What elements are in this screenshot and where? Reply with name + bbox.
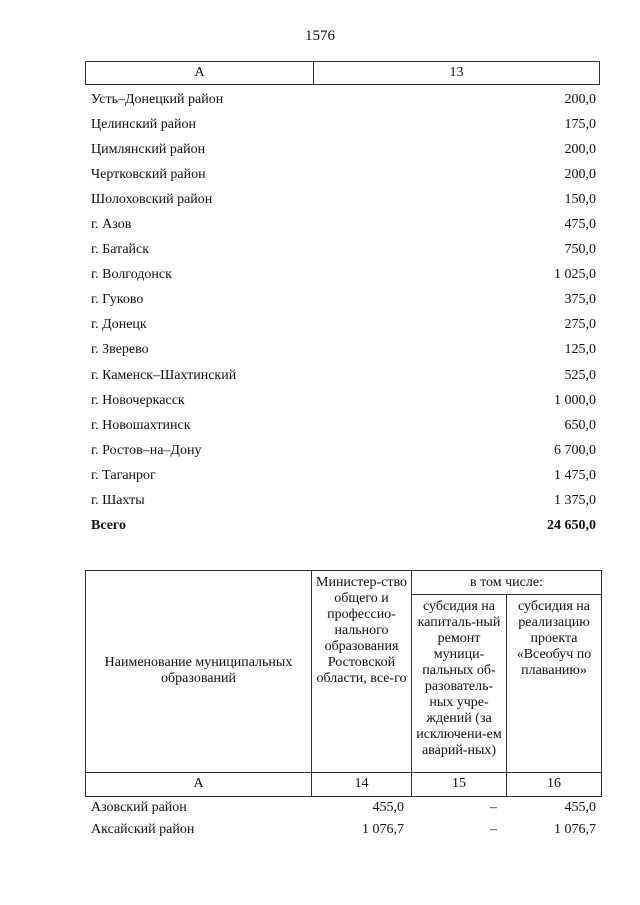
table-row [91,263,596,288]
table-row [91,338,596,363]
table1-body [91,87,596,539]
row-name: г. Батайск [91,242,150,258]
row-value-15: – [490,800,497,815]
row-name: г. Таганрог [91,467,156,483]
row-value-14: 1 076,7 [362,822,404,837]
header-num-14: 14 [354,776,369,791]
row-value: 525,0 [564,367,596,383]
row-value: 650,0 [564,417,596,433]
row-value: 125,0 [564,342,596,358]
table-row [85,797,602,819]
row-name: г. Азов [91,217,132,233]
total-row [91,514,596,539]
table2 [85,570,602,841]
table2-body [85,797,602,841]
row-name: Цимлянский район [91,141,206,157]
table-row [91,212,596,237]
row-value-15: – [490,822,497,837]
row-name: г. Каменск–Шахтинский [91,367,237,383]
row-name: Усть–Донецкий район [91,91,224,107]
row-value: 1 025,0 [554,267,596,283]
table-row [91,162,596,187]
table-row [91,438,596,463]
total-label: Всего [91,518,126,534]
row-name: Шолоховский район [91,191,213,207]
row-value-16: 455,0 [564,800,596,815]
header-subsidy-repair: субсидия на капиталь-ный ремонт муници-пальных об-разователь-ных учре-ждений (за исключени-ем аварий-ных) [416,599,502,758]
header-including: в том числе: [470,575,543,590]
page-number: 1576 [305,28,335,44]
header-municipality: Наименование муниципальных образований [104,655,293,686]
row-name: Чертковский район [91,166,206,182]
header-ministry-total: Министер-ство общего и профессио-нального образования Ростовской области, все-го [316,575,407,686]
row-name: г. Гуково [91,292,144,308]
row-value: 1 375,0 [554,493,596,509]
total-value: 24 650,0 [547,518,596,534]
header-num-15: 15 [452,776,466,791]
row-name: г. Новошахтинск [91,417,191,433]
table-row [85,819,602,841]
row-value: 1 000,0 [554,392,596,408]
row-name: Целинский район [91,116,196,132]
table-row [91,388,596,413]
table1-header-col-13: 13 [449,65,464,80]
row-value: 200,0 [564,166,596,182]
table1-header-col-a: А [86,62,314,84]
row-value: 6 700,0 [554,442,596,458]
row-name: Аксайский район [91,822,195,837]
header-num-a: А [193,776,204,791]
row-name: г. Новочеркасск [91,392,185,408]
row-name: Азовский район [91,800,187,815]
header-num-16: 16 [547,776,561,791]
table2-header [85,570,602,797]
table-row [91,187,596,212]
row-value: 475,0 [564,217,596,233]
row-value: 200,0 [564,91,596,107]
table-row [91,489,596,514]
row-name: г. Волгодонск [91,267,172,283]
row-value: 375,0 [564,292,596,308]
table-row [91,363,596,388]
table-row [91,238,596,263]
row-value: 175,0 [564,116,596,132]
table-row [91,288,596,313]
table1-header [85,61,600,85]
row-value: 750,0 [564,242,596,258]
header-subsidy-swimming: субсидия на реализацию проекта «Всеобуч по плаванию» [516,599,592,678]
table-row [91,463,596,488]
row-value: 275,0 [564,317,596,333]
row-value: 200,0 [564,141,596,157]
row-name: г. Зверево [91,342,149,358]
table-row [91,112,596,137]
table-row [91,87,596,112]
row-name: г. Ростов–на–Дону [91,442,202,458]
table-row [91,313,596,338]
table-row [91,413,596,438]
row-value: 150,0 [564,191,596,207]
row-name: г. Донецк [91,317,147,333]
row-name: г. Шахты [91,493,145,509]
row-value-14: 455,0 [372,800,404,815]
row-value-16: 1 076,7 [554,822,596,837]
row-value: 1 475,0 [554,467,596,483]
table-row [91,137,596,162]
